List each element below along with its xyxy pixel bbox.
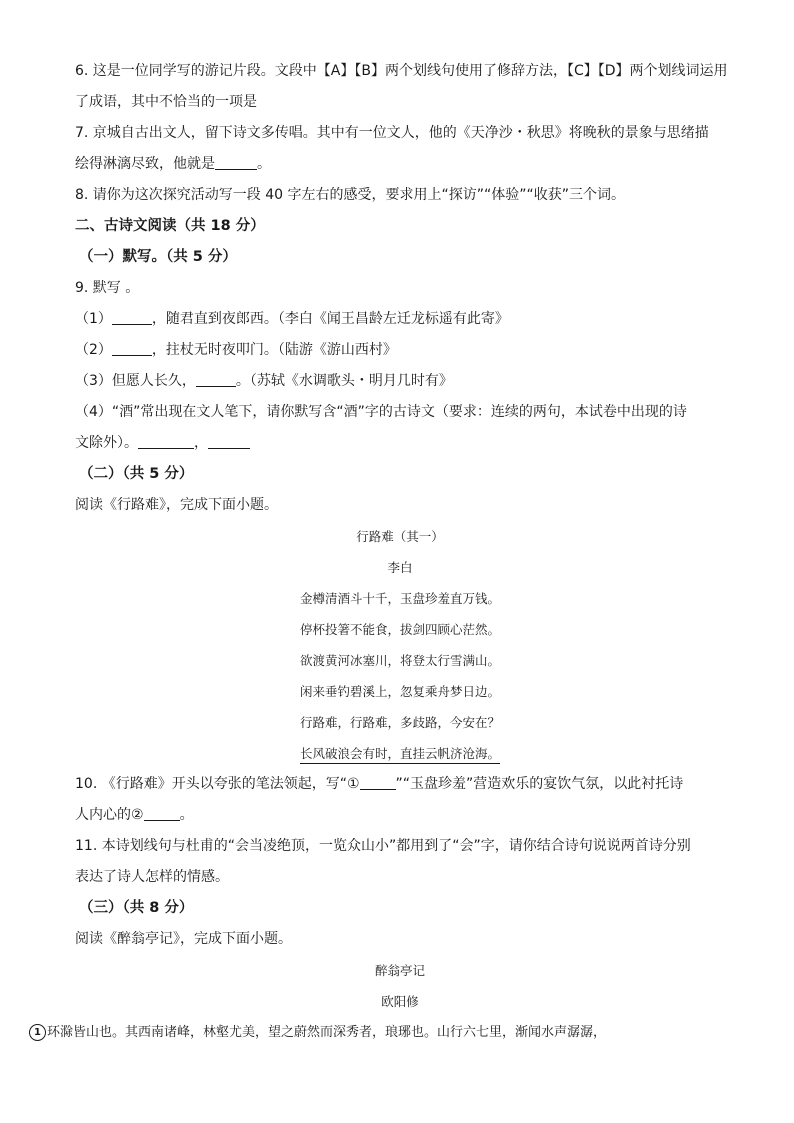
underlined-sentence: 长风破浪会有时，直挂云帆济沧海。 xyxy=(299,746,500,761)
answer-blank[interactable] xyxy=(360,775,396,790)
part-1-title: （一）默写。（共 5 分） xyxy=(79,249,237,265)
question-8: 8. 请你为这次探究活动写一段 40 字左右的感受，要求用上“探访”“体验”“收获”三个词。 xyxy=(75,187,626,203)
question-9-item-3 xyxy=(75,366,725,397)
item-text: 。（苏轼《水调歌头・明月几时有》 xyxy=(235,373,453,389)
question-7-end: 。 xyxy=(257,156,271,172)
answer-blank[interactable] xyxy=(144,806,180,821)
part-2-title: （二）（共 5 分） xyxy=(79,466,194,482)
paragraph-text: 环滁皆山也。其西南诸峰，林壑尤美，望之蔚然而深秀者，琅琊也。山行六七里，渐闻水声潺潺， xyxy=(47,1025,607,1040)
section-2-title: 二、古诗文阅读（共 18 分） xyxy=(75,218,265,234)
item-text: 10. 《行路难》开头以夸张的笔法领起，写“① xyxy=(75,776,360,792)
poem-line: 金樽清酒斗十千，玉盘珍羞直万钱。 xyxy=(299,591,500,606)
poem-line: 行路难，行路难，多歧路，今安在？ xyxy=(299,715,500,730)
question-10-line-1 xyxy=(75,769,725,800)
item-text: ，拄杖无时夜叩门。（陆游《游山西村》 xyxy=(151,342,397,358)
paragraph-number-badge: 1 xyxy=(29,1024,46,1041)
item-text: ”“玉盘珍羞”营造欢乐的宴饮气氛，以此衬托诗 xyxy=(395,776,684,792)
item-text: ， xyxy=(194,435,208,451)
poem-line: 停杯投箸不能食，拔剑四顾心茫然。 xyxy=(299,622,500,637)
reading-2-intro: 阅读《醉翁亭记》，完成下面小题。 xyxy=(75,931,292,947)
question-11-line-1: 11. 本诗划线句与杜甫的“会当凌绝顶，一览众山小”都用到了“会”字，请你结合诗句说说两首诗分别 xyxy=(75,838,691,854)
poem-line: 闲来垂钓碧溪上，忽复乘舟梦日边。 xyxy=(299,684,500,699)
question-9-item-4-line-2 xyxy=(75,428,725,459)
poem-line: 欲渡黄河冰塞川，将登太行雪满山。 xyxy=(299,653,500,668)
part-3-title: （三）（共 8 分） xyxy=(79,900,194,916)
answer-blank[interactable] xyxy=(112,341,152,356)
question-11-line-2: 表达了诗人怎样的情感。 xyxy=(75,869,229,885)
item-text: 人内心的② xyxy=(75,807,144,823)
prose-paragraph-1 xyxy=(29,1017,725,1048)
item-text: （3）但愿人长久， xyxy=(75,373,196,389)
answer-blank[interactable] xyxy=(112,310,152,325)
question-9-item-4-line-1: （4）“酒”常出现在文人笔下，请你默写含“酒”字的古诗文（要求：连续的两句，本试卷中出现的诗 xyxy=(75,404,687,420)
question-9-item-1 xyxy=(75,304,725,335)
answer-blank[interactable] xyxy=(196,372,236,387)
poem-title: 行路难（其一） xyxy=(356,529,444,544)
question-7-line-2 xyxy=(75,149,725,180)
question-9-item-2 xyxy=(75,335,725,366)
prose-title: 醉翁亭记 xyxy=(374,963,425,978)
reading-1-intro: 阅读《行路难》，完成下面小题。 xyxy=(75,497,278,513)
poem-author: 李白 xyxy=(387,560,413,575)
item-text: ，随君直到夜郎西。（李白《闻王昌龄左迁龙标遥有此寄》 xyxy=(151,311,509,327)
question-7-text: 绘得淋漓尽致，他就是 xyxy=(75,156,215,172)
answer-blank[interactable] xyxy=(215,155,257,170)
question-9-stem: 9. 默写 。 xyxy=(75,280,140,296)
item-text: 。 xyxy=(179,807,194,823)
poem-underlined-line xyxy=(75,738,725,769)
item-text: 文除外）。 xyxy=(75,435,138,451)
question-7-line-1: 7. 京城自古出文人，留下诗文多传唱。其中有一位文人，他的《天净沙・秋思》将晚秋的景象与思绪描 xyxy=(75,125,709,141)
question-10-line-2 xyxy=(75,800,725,831)
answer-blank[interactable] xyxy=(138,434,194,449)
exam-page xyxy=(34,56,728,1048)
item-number: （1） xyxy=(75,311,112,327)
question-6-line-1: 6. 这是一位同学写的游记片段。文段中【A】【B】两个划线句使用了修辞方法，【C】【D】两个划线词运用 xyxy=(75,63,728,79)
answer-blank[interactable] xyxy=(208,434,250,449)
item-number: （2） xyxy=(75,342,112,358)
question-6-line-2: 了成语，其中不恰当的一项是 xyxy=(75,94,257,110)
prose-author: 欧阳修 xyxy=(381,994,419,1009)
